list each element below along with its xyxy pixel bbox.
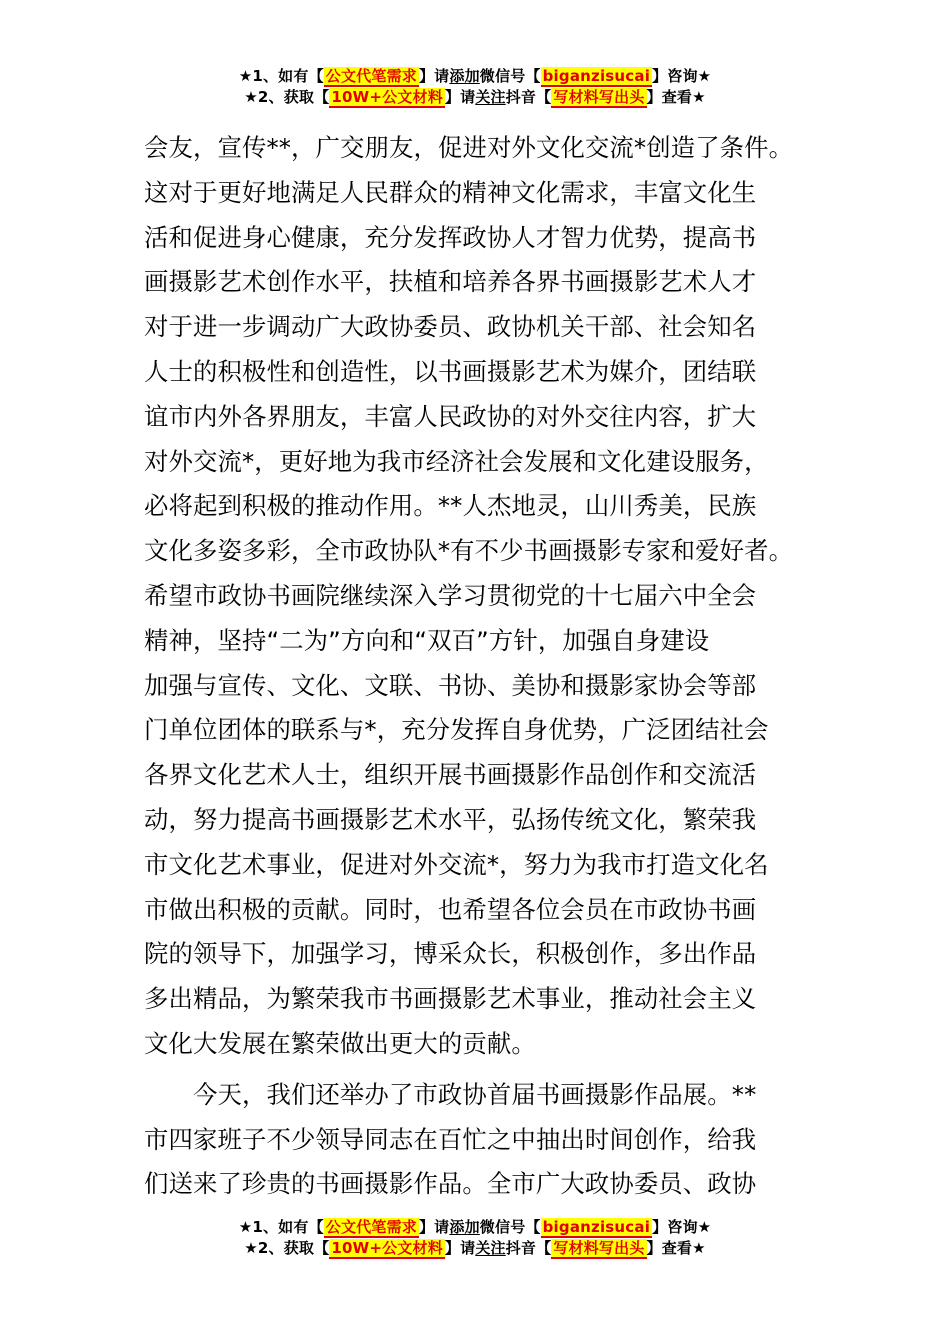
banner-text: 】查看★	[646, 1239, 706, 1257]
banner-text: 抖音【	[505, 88, 552, 106]
text-line: 门单位团体的联系与*，充分发挥自身优势，广泛团结社会	[144, 715, 769, 745]
highlight-ghostwriting: 公文代笔需求	[325, 67, 417, 85]
banner-underlined-text: 添加	[449, 1218, 480, 1236]
text-line: 们送来了珍贵的书画摄影作品。全市广大政协委员、政协	[144, 1169, 757, 1199]
text-line: 文化大发展在繁荣做出更大的贡献。	[144, 1028, 536, 1058]
banner-text: 】请	[418, 67, 450, 85]
highlight-materials: 10W+公文材料	[331, 88, 443, 106]
text-line: 希望市政协书画院继续深入学习贯彻党的十七届六中全会	[144, 580, 757, 610]
banner-text: ★2、获取【	[244, 88, 330, 106]
banner-text: 抖音【	[505, 1239, 552, 1257]
banner-underlined-text: 关注	[475, 1239, 506, 1257]
banner-line-1	[0, 1217, 950, 1238]
footer-banner	[0, 1217, 950, 1259]
text-line: 画摄影艺术创作水平，扶植和培养各界书画摄影艺术人才	[144, 267, 757, 297]
text-line: 必将起到积极的推动作用。**人杰地灵，山川秀美，民族	[144, 491, 757, 521]
text-line: 今天，我们还举办了市政协首届书画摄影作品展。**	[144, 1079, 757, 1109]
paragraph-1	[144, 126, 824, 1067]
banner-text: 微信号【	[479, 1218, 541, 1236]
header-banner	[0, 66, 950, 108]
document-body	[144, 126, 824, 1207]
text-line: 人士的积极性和创造性，以书画摄影艺术为媒介，团结联	[144, 356, 757, 386]
banner-line-2	[0, 1238, 950, 1259]
banner-text: 】请	[444, 1239, 476, 1257]
text-line: 这对于更好地满足人民群众的精神文化需求，丰富文化生	[144, 177, 757, 207]
text-line: 对于进一步调动广大政协委员、政协机关干部、社会知名	[144, 312, 757, 342]
banner-text: 】请	[444, 88, 476, 106]
banner-text: 】咨询★	[652, 1218, 712, 1236]
banner-underlined-text: 关注	[475, 88, 506, 106]
text-line: 加强与宣传、文化、文联、书协、美协和摄影家协会等部	[144, 670, 757, 700]
text-line: 多出精品，为繁荣我市书画摄影艺术事业，推动社会主义	[144, 984, 757, 1014]
text-line: 会友，宣传**，广交朋友，促进对外文化交流*创造了条件。	[144, 133, 794, 162]
text-line: 文化多姿多彩，全市政协队*有不少书画摄影专家和爱好者。	[144, 536, 794, 566]
highlight-materials: 10W+公文材料	[331, 1239, 443, 1257]
text-line: 谊市内外各界朋友，丰富人民政协的对外交往内容，扩大	[144, 401, 757, 431]
banner-line-2	[0, 87, 950, 108]
banner-text: 】查看★	[646, 88, 706, 106]
text-line: 院的领导下，加强学习，博采众长，积极创作，多出作品	[144, 939, 757, 969]
banner-text: 】请	[418, 1218, 450, 1236]
banner-line-1	[0, 66, 950, 87]
paragraph-2	[144, 1073, 824, 1207]
banner-text: 微信号【	[479, 67, 541, 85]
text-line: 市做出积极的贡献。同时，也希望各位会员在市政协书画	[144, 894, 757, 924]
text-line: 市四家班子不少领导同志在百忙之中抽出时间创作，给我	[144, 1124, 757, 1154]
highlight-wechat-id: biganzisucai	[542, 67, 651, 85]
highlight-douyin-account: 写材料写出头	[553, 88, 645, 106]
text-line: 对外交流*，更好地为我市经济社会发展和文化建设服务，	[144, 446, 769, 476]
banner-underlined-text: 添加	[449, 67, 480, 85]
banner-text: ★1、如有【	[238, 1218, 324, 1236]
highlight-douyin-account: 写材料写出头	[553, 1239, 645, 1257]
highlight-ghostwriting: 公文代笔需求	[325, 1218, 417, 1236]
banner-text: ★1、如有【	[238, 67, 324, 85]
banner-text: 】咨询★	[652, 67, 712, 85]
text-line: 精神，坚持“二为”方向和“双百”方针，加强自身建设	[144, 625, 710, 655]
text-line: 活和促进身心健康，充分发挥政协人才智力优势，提高书	[144, 222, 757, 252]
text-line: 市文化艺术事业，促进对外交流*，努力为我市打造文化名	[144, 849, 769, 879]
text-line: 各界文化艺术人士，组织开展书画摄影作品创作和交流活	[144, 760, 757, 790]
text-line: 动，努力提高书画摄影艺术水平，弘扬传统文化，繁荣我	[144, 804, 757, 834]
banner-text: ★2、获取【	[244, 1239, 330, 1257]
highlight-wechat-id: biganzisucai	[542, 1218, 651, 1236]
